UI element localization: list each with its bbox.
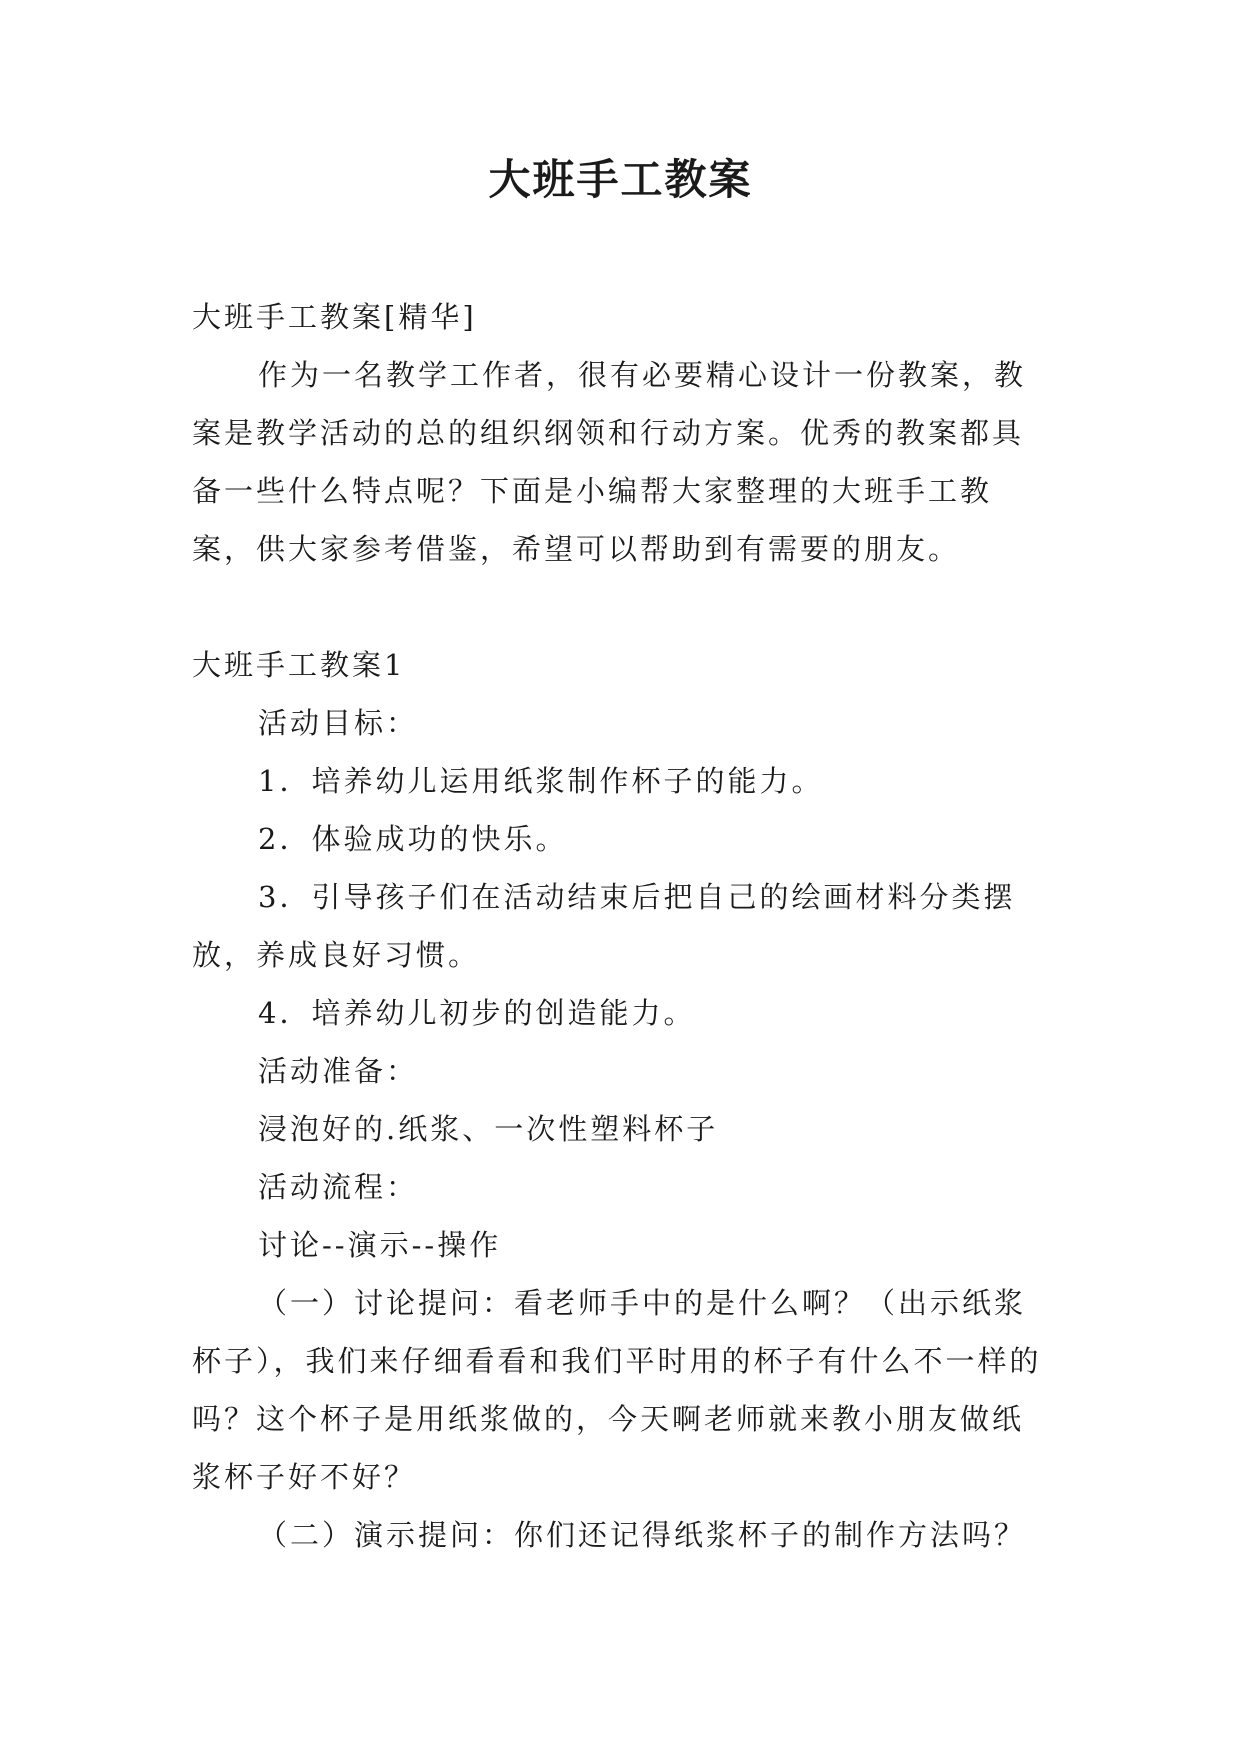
goal-item: 3．引导孩子们在活动结束后把自己的绘画材料分类摆放，养成良好习惯。	[192, 880, 1016, 972]
paragraph-spacer	[192, 578, 1052, 636]
flow-heading: 活动流程：	[258, 1170, 419, 1204]
section-heading: 大班手工教案1	[192, 648, 406, 682]
prep-text: 浸泡好的.纸浆、一次性塑料杯子	[258, 1112, 719, 1146]
flow-text: 讨论--演示--操作	[258, 1228, 502, 1262]
document-body	[192, 288, 1052, 1564]
step-paragraph: （一）讨论提问：看老师手中的是什么啊？（出示纸浆杯子），我们来仔细看看和我们平时用的杯子有什么不一样的吗？这个杯子是用纸浆做的，今天啊老师就来教小朋友做纸浆杯子好不好？	[192, 1286, 1042, 1494]
goal-item: 2．体验成功的快乐。	[258, 822, 568, 856]
step-paragraph: （二）演示提问：你们还记得纸浆杯子的制作方法吗？	[258, 1518, 1027, 1552]
goal-item: 1．培养幼儿运用纸浆制作杯子的能力。	[258, 764, 824, 798]
goal-item: 4．培养幼儿初步的创造能力。	[258, 996, 696, 1030]
prep-heading: 活动准备：	[258, 1054, 419, 1088]
document-subtitle: 大班手工教案[精华]	[192, 300, 477, 334]
goals-heading: 活动目标：	[258, 706, 419, 740]
intro-paragraph: 作为一名教学工作者，很有必要精心设计一份教案，教案是教学活动的总的组织纲领和行动方案。优秀的教案都具备一些什么特点呢？下面是小编帮大家整理的大班手工教案，供大家参考借鉴，希望可以帮助到有需要的朋友。	[192, 358, 1027, 566]
document-title: 大班手工教案	[488, 155, 753, 204]
